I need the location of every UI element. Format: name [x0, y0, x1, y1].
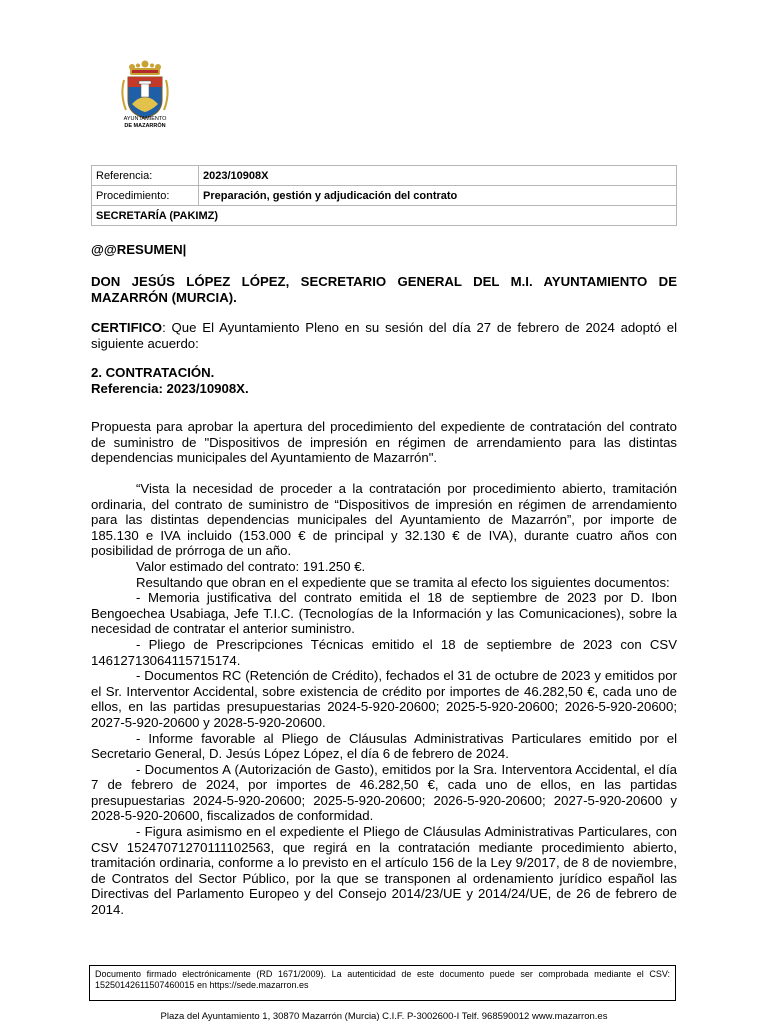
certifico-paragraph: [91, 320, 677, 351]
section-reference: Referencia: 2023/10908X.: [91, 381, 249, 396]
body-paragraph: Valor estimado del contrato: 191.250 €.: [136, 558, 366, 574]
procedure-label: Procedimiento:: [92, 186, 199, 206]
body-paragraph: - Memoria justificativa del contrato emitida el 18 de septiembre de 2023 por D. Ibon Bengoechea Usabiaga, Jefe T.I.C. (Tecnologías de la Información y las Comunicaciones), sobre la necesidad de contratar el anterior suministro.: [91, 590, 677, 637]
table-row: [92, 206, 677, 226]
crown-icon: [129, 61, 161, 76]
logo-caption-line1: AYUNTAMIENTO: [123, 116, 167, 122]
certifico-text: : Que El Ayuntamiento Pleno en su sesión del día 27 de febrero de 2024 adoptó el siguiente acuerdo:: [91, 320, 677, 351]
summary-tag: @@RESUMEN|: [91, 242, 187, 257]
body-paragraph: - Documentos A (Autorización de Gasto), emitidos por la Sra. Interventora Accidental, el día 7 de febrero de 2024, por importes de 46.282,50 €, cada uno de ellos, en las partidas presupuestarias 2024-5-920-20600; 2025-5-920-20600; 2026-5-920-20600; 2027-5-920-20600 y 2028-5-920-20600, fiscalizados de conformidad.: [91, 761, 677, 824]
reference-label: Referencia:: [92, 166, 199, 186]
certifico-label: CERTIFICO: [91, 320, 163, 335]
resolution-body: [91, 481, 677, 918]
body-paragraph: Resultando que obran en el expediente que se tramita al efecto los siguientes documentos:: [136, 574, 670, 590]
document-heading: DON JESÚS LÓPEZ LÓPEZ, SECRETARIO GENERAL DEL M.I. AYUNTAMIENTO DE MAZARRÓN (MURCIA).: [91, 274, 677, 305]
body-paragraph: - Pliego de Prescripciones Técnicas emitido el 18 de septiembre de 2023 con CSV 14612713064115715174.: [91, 636, 677, 668]
reference-table: [91, 165, 677, 226]
section-title: 2. CONTRATACIÓN.: [91, 365, 215, 380]
table-row: [92, 186, 677, 206]
body-paragraph: - Informe favorable al Pliego de Cláusulas Administrativas Particulares emitido por el Secretario General, D. Jesús López López, el día 6 de febrero de 2024.: [91, 730, 677, 762]
body-paragraph: - Figura asimismo en el expediente el Pliego de Cláusulas Administrativas Particulares, con CSV 15247071270111102563, que regirá en la contratación mediante procedimiento abierto, tramitación ordinaria, conforme a lo previsto en el artículo 156 de la Ley 9/2017, de 8 de noviembre, de Contratos del Sector Público, por la que se transponen al ordenamiento jurídico español las Directivas del Parlamento Europeo y del Consejo 2014/23/UE y 2014/24/UE, de 26 de febrero de 2014.: [91, 824, 677, 918]
electronic-signature-note: Documento firmado electrónicamente (RD 1671/2009). La autenticidad de este documento puede ser comprobada mediante el CSV: 15250142611507460015 en https://sede.mazarron.es: [89, 965, 676, 1001]
table-row: [92, 166, 677, 186]
body-paragraph: “Vista la necesidad de proceder a la contratación por procedimiento abierto, tramitación ordinaria, del contrato de suministro de “Dispositivos de impresión en régimen de arrendamiento para las distintas dependencias municipales del Ayuntamiento de Mazarrón”, por importe de 185.130 e IVA incluido (153.000 € de principal y 32.130 € de IVA), durante cuatro años con posibilidad de prórroga de un año.: [91, 481, 677, 559]
logo-caption-line2: DE MAZARRÓN: [124, 123, 166, 129]
proposal-paragraph: Propuesta para aprobar la apertura del procedimiento del expediente de contratación del contrato de suministro de "Dispositivos de impresión en régimen de arrendamiento para las distintas dependencias municipales del Ayuntamiento de Mazarrón".: [91, 419, 677, 466]
body-paragraph: - Documentos RC (Retención de Crédito), fechados el 31 de octubre de 2023 y emitidos por el Sr. Interventor Accidental, sobre existencia de crédito por importes de 46.282,50 €, cada uno de ellos, en las partidas presupuestarias 2024-5-920-20600; 2025-5-920-20600; 2026-5-920-20600; 2027-5-920-20600 y 2028-5-920-20600.: [91, 668, 677, 730]
reference-value: 2023/10908X: [199, 166, 677, 186]
department-unit: SECRETARÍA (PAKIMZ): [92, 206, 677, 226]
logo-caption: [104, 116, 186, 130]
footer-address: Plaza del Ayuntamiento 1, 30870 Mazarrón (Murcia) C.I.F. P-3002600-I Telf. 968590012 www.mazarron.es: [160, 1011, 608, 1022]
procedure-value: Preparación, gestión y adjudicación del contrato: [199, 186, 677, 206]
